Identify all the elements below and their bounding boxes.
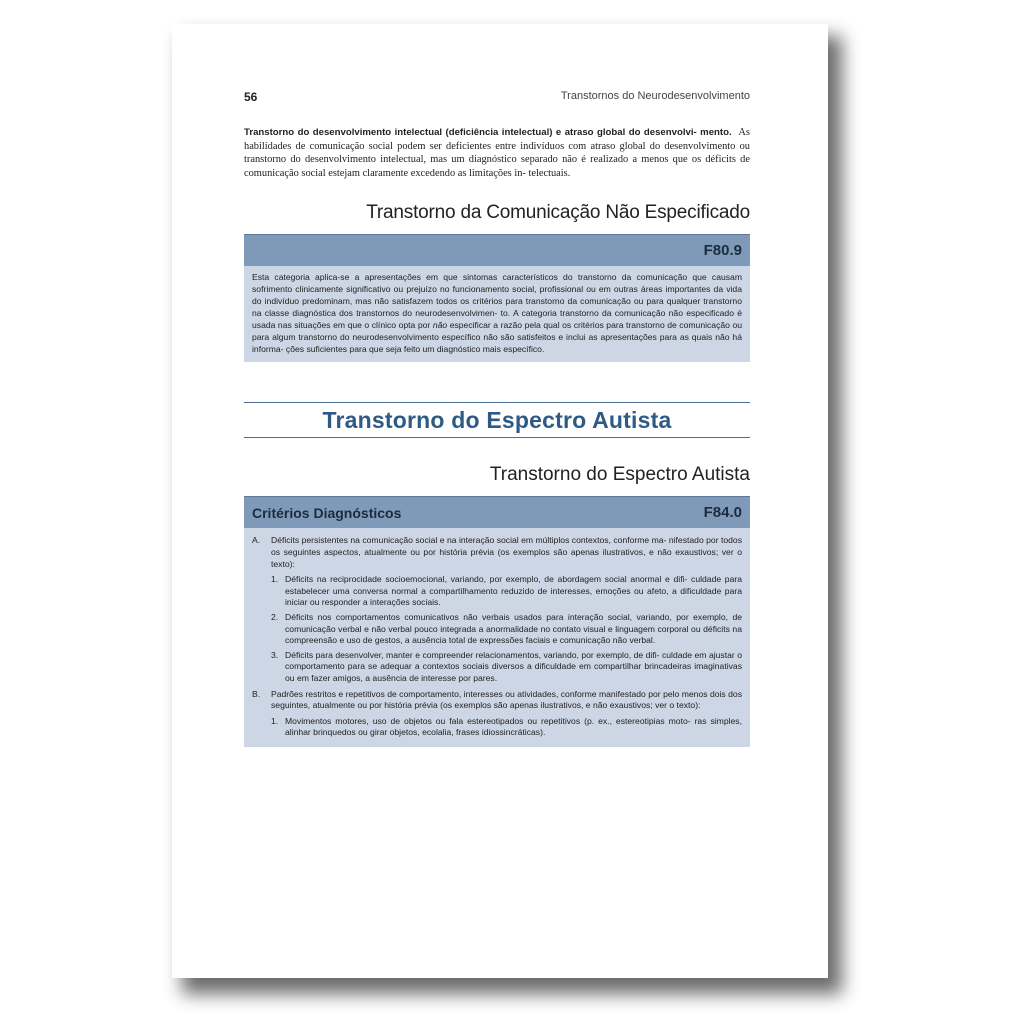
item-text: Movimentos motores, uso de objetos ou fala estereotipados ou repetitivos (p. ex., estereotipias moto- ras simples, alinhar brinquedos ou girar objetos, ecolalia, frases idiossincráticas). bbox=[285, 715, 742, 738]
page-content bbox=[244, 90, 750, 747]
chapter-heading bbox=[244, 402, 750, 438]
running-title: Transtornos do Neurodesenvolvimento bbox=[560, 90, 750, 102]
asd-box-header bbox=[244, 496, 750, 528]
unspecified-title: Transtorno da Comunicação Não Especificado bbox=[366, 202, 750, 224]
criteria-label: Critérios Diagnósticos bbox=[252, 504, 402, 521]
book-page bbox=[172, 24, 828, 978]
criterion-b bbox=[252, 689, 742, 712]
criterion-marker: B. bbox=[252, 688, 261, 699]
asd-box bbox=[244, 496, 750, 747]
item-marker: 1. bbox=[271, 715, 279, 726]
item-text: Déficits para desenvolver, manter e compreender relacionamentos, variando, por exemplo, de difi- culdade em ajustar o comportamento para se adequar a contextos sociais diversos a dificuldade em compartilhar brincadeiras imaginativas ou em fazer amigos, a ausência de interesse por pares. bbox=[285, 649, 742, 683]
criterion-a bbox=[252, 535, 742, 570]
criterion-marker: A. bbox=[252, 535, 261, 546]
unspecified-body-em: não bbox=[432, 320, 448, 331]
page-header bbox=[244, 90, 750, 106]
item-text: Déficits nos comportamentos comunicativos não verbais usados para interação social, variando, por exemplo, de comunicação verbal e não verbal pouco integrada a anormalidade no contato visual e linguagem corporal ou déficits na compreensão e uso de gestos, a ausência total de expressões faciais e comunicação não verbal. bbox=[285, 611, 742, 646]
intro-paragraph bbox=[244, 126, 750, 180]
page-number: 56 bbox=[244, 90, 258, 104]
item-marker: 3. bbox=[271, 649, 279, 660]
intro-lead: Transtorno do desenvolvimento intelectual (deficiência intelectual) e atraso global do desenvolvi- mento. bbox=[244, 127, 732, 138]
unspecified-box bbox=[244, 234, 750, 362]
item-marker: 1. bbox=[271, 574, 279, 585]
intro-text: As habilidades de comunicação social podem ser deficientes entre indivíduos com atraso global do desenvolvimento ou transtorno do desenvolvimento intelectual, mas um diagnóstico separado não é realizado a menos que os déficits de comunicação social estejam claramente excedendo as limitações in- telectuais. bbox=[244, 127, 750, 179]
unspecified-body-b: especificar a razão pela qual os critérios para transtorno de comunicação ou para algum transtorno do neurodesenvolvimento específico não são satisfeitos e inclui as apresentações para as quais não há informa- ções suficientes para que seja feito um diagnóstico mais específico. bbox=[252, 320, 743, 355]
criterion-a-item-2 bbox=[252, 612, 742, 647]
item-marker: 2. bbox=[271, 611, 279, 622]
criterion-a-item-1 bbox=[252, 574, 742, 609]
item-text: Déficits na reciprocidade socioemocional, variando, por exemplo, de abordagem social anormal e difi- culdade para estabelecer uma conversa normal a compartilhamento reduzido de interesses, emoções ou afeto, a dificuldade para iniciar ou responder a interações sociais. bbox=[285, 574, 742, 608]
unspecified-body-a: Esta categoria aplica-se a apresentações em que sintomas característicos do transtorno da comunicação que causam sofrimento clinicamente significativo ou prejuízo no funcionamento social, profissional ou em outras áreas importantes da vida do indivíduo predominam, mas não satisfazem todos os critérios para transtorno da comunicação ou para qualquer transtorno na classe diagnóstica dos transtornos do neurodesenvolvimen- to. A categoria transtorno da comunicação não especificado é usada nas situações em que o clínico opta por bbox=[252, 272, 742, 331]
unspecified-body bbox=[244, 266, 750, 362]
criteria-list bbox=[244, 528, 750, 747]
criterion-b-item-1 bbox=[252, 716, 742, 739]
criterion-text: Padrões restritos e repetitivos de comportamento, interesses ou atividades, conforme manifestado por pelo menos dois dos seguintes, atualmente ou por história prévia (os exemplos são apenas ilustrativos, e não exaustivos; ver o texto): bbox=[271, 688, 742, 711]
criterion-text: Déficits persistentes na comunicação social e na interação social em múltiplos contextos, conforme ma- nifestado por todos os seguintes aspectos, atualmente ou por história prévia (os exemplos são apenas ilustrativos, e não exaustivos; ver o texto): bbox=[271, 535, 742, 569]
criterion-a-item-3 bbox=[252, 650, 742, 685]
chapter-title: Transtorno do Espectro Autista bbox=[322, 406, 672, 433]
asd-code: F84.0 bbox=[703, 504, 742, 522]
unspecified-box-header bbox=[244, 234, 750, 266]
asd-title: Transtorno do Espectro Autista bbox=[489, 464, 750, 486]
unspecified-code: F80.9 bbox=[703, 242, 742, 260]
